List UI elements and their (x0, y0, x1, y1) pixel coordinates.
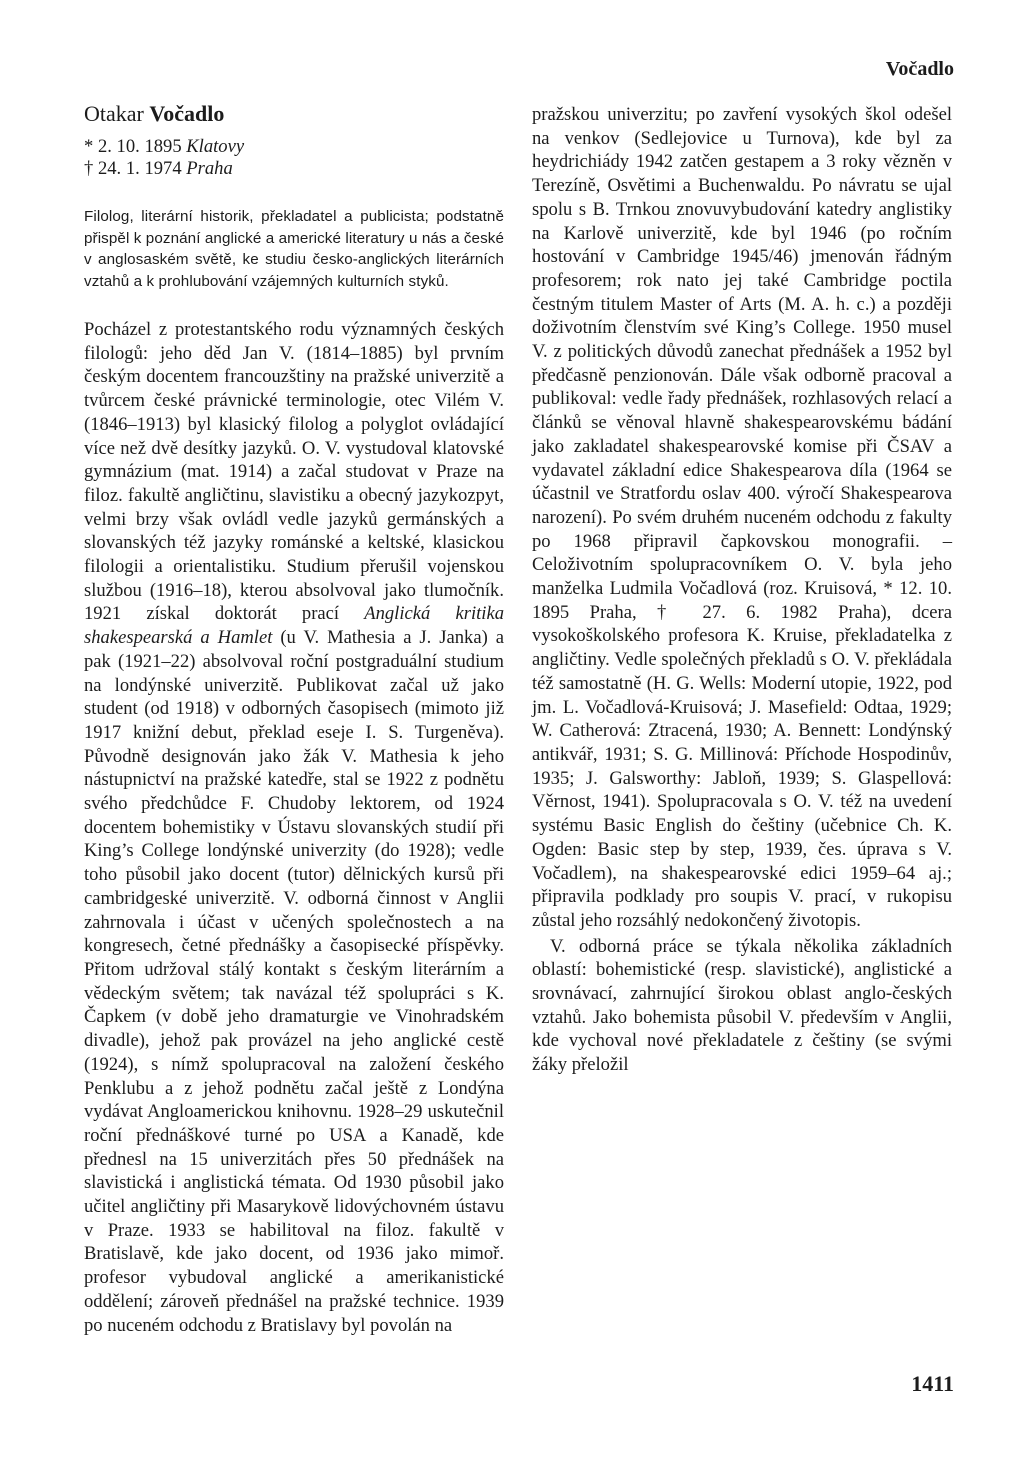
left-column (84, 100, 504, 1337)
biography-text-part-2: (u V. Mathesia a J. Janka) a pak (1921–22) absolvoval roční postgraduální studium na londýnské univerzitě. Publikovat začal už jako student (od 1918) v odborných časopisech (mimoto již 1917 knižní debut, překlad eseje I. S. Turgeněva). Původně designován jako žák V. Mathesia k jeho nástupnictví na pražské katedře, stal se 1922 z podnětu svého předchůdce F. Chudoby lektorem, od 1924 docentem bohemistiky v Ústavu slovanských studií při King’s College londýnské univerzity (do 1928); vedle toho působil jako docent (tutor) dělnických kursů při cambridgeské univerzitě. V. odborná činnost v Anglii zahrnovala i účast v učených společnostech a na kongresech, četné přednášky a časopisecké příspěvky. Přitom udržoval stálý kontakt s českým literárním a vědeckým světem; tak navázal též spolupráci s K. Čapkem (v době jeho dramaturgie ve Vinohradském divadle), jehož pak provázel na jeho anglické cestě (1924), s nímž spolupracoval na založení českého Penklubu a z jehož podnětu začal ještě z Londýna vydávat Angloamerickou knihovnu. 1928–29 uskutečnil roční přednáškové turné po USA a Kanadě, kde přednesl na 15 univerzitách přes 50 přednášek na slavistická i anglistická témata. Od 1930 působil jako učitel angličtiny při Masarykově lidovýchovném ústavu v Praze. 1933 se habilitoval na filoz. fakultě v Bratislavě, kde jako docent, od 1936 jako mimoř. profesor vybudoval anglické a amerikanistické oddělení; zároveň přednášel na pražské technice. 1939 po nuceném odchodu z Bratislavy byl povolán na (84, 627, 504, 1336)
biography-paragraph-continued: pražskou univerzitu; po zavření vysokých škol odešel na venkov (Sedlejovice u Turnova), kde byl za heydrichiády 1942 zatčen gestapem a 3 roky vězněn v Terezíně, Osvětimi a Buchenwaldu. Po návratu se ujal spolu s B. Trnkou znovuvybudování katedry anglistiky na Karlově univerzitě, kde byl 1946 (po ročním hostování v Cambridge 1945/46) jmenován řádným profesorem; rok nato jej také Cambridge poctila čestným titulem Master of Arts (M. A. h. c.) a později doživotním členstvím své King’s College. 1950 musel V. z politických důvodů zanechat přednášek a 1952 byl předčasně penzionován. Dále však odborně pracoval a publikoval: vedle řady přednášek, rozhlasových relací a článků se věnoval hlavně shakespearovskému bádání jako zakladatel shakespearovské komise při ČSAV a vydavatel základní edice Shakespearova díla (1964 se účastnil ve Stratfordu oslav 400. výročí Shakespearova narození). Po svém druhém nuceném odchodu z fakulty po 1968 připravil čapkovskou monografii. – Celoživotním spolupracovníkem O. V. byla jeho manželka Ludmila Vočadlová (roz. Kruisová, * 12. 10. 1895 Praha, † 27. 6. 1982 Praha), dcera vysokoškolského profesora K. Kruise, překladatelka z angličtiny. Vedle společných překladů s O. V. překládala též samostatně (H. G. Wells: Moderní utopie, 1922, pod jm. L. Vočadlová-Kruisová; J. Masefield: Odtaa, 1929; W. Catherová: Ztracená, 1930; A. Bennett: Londýnský antikvář, 1931; S. G. Millinová: Příchode Hospodinův, 1935; J. Galsworthy: Jabloň, 1939; S. Glaspellová: Věrnost, 1941). Spolupracovala s O. V. též na uvedení systému Basic English do češtiny (učebnice Ch. K. Ogden: Basic step by step, 1939, čes. úprava s V. Vočadlem), na shakespearovské edici 1959–64 aj.; připravila podklady pro soupis V. prací, v rukopisu zůstal jeho rozsáhlý nedokončený životopis. (532, 104, 952, 931)
birth-place: Klatovy (186, 136, 245, 157)
first-name: Otakar (84, 101, 144, 126)
last-name: Vočadlo (149, 101, 225, 126)
entry-name (84, 100, 504, 128)
running-head: Vočadlo (885, 58, 954, 80)
entry-abstract: Filolog, literární historik, překladatel a publicista; podstatně přispěl k poznání anglické a americké literatury u nás a české v anglosaském světě, ke studiu česko-anglických literárních vztahů a k prohlubování vzájemných kulturních styků. (84, 208, 504, 290)
dissertation-title: Anglická kritika shakespearská a Hamlet (84, 603, 504, 649)
page-number: 1411 (911, 1371, 954, 1396)
biography-text-part-1: Pocházel z protestantského rodu významných českých filologů: jeho děd Jan V. (1814–1885) byl prvním českým docentem francouzštiny na pražské univerzitě a tvůrcem české právnické terminologie, otec Vilém V. (1846–1913) byl klasický filolog a polyglot ovládající více než dvě desítky jazyků. O. V. vystudoval klatovské gymnázium (mat. 1914) a začal studovat v Praze na filoz. fakultě angličtinu, slavistiku a obecný jazykozpyt, velmi brzy však ovládl vedle jazyků germánských a slovanských též jazyky románské a keltské, klasickou filologii a orientalistiku. Studium přerušil vojenskou službou (1916–18), kterou absolvoval jako tlumočník. 1921 získal doktorát prací (84, 319, 504, 625)
death-marker: † (84, 158, 94, 179)
death-line (84, 158, 504, 180)
birth-marker: * (84, 136, 94, 157)
biography-paragraph-start (84, 318, 504, 1337)
scholarship-paragraph: V. odborná práce se týkala několika základních oblastí: bohemistické (resp. slavistické), anglistické a srovnávací, zahrnující širokou oblast anglo-českých vztahů. Jako bohemista působil V. především v Anglii, kde vychoval nové překladatele z češtiny (se svými žáky přeložil (532, 935, 952, 1076)
death-date: 24. 1. 1974 (97, 158, 182, 179)
birth-line (84, 136, 504, 158)
death-place: Praha (186, 158, 233, 179)
birth-date: 2. 10. 1895 (97, 136, 182, 157)
right-column (532, 103, 952, 1077)
